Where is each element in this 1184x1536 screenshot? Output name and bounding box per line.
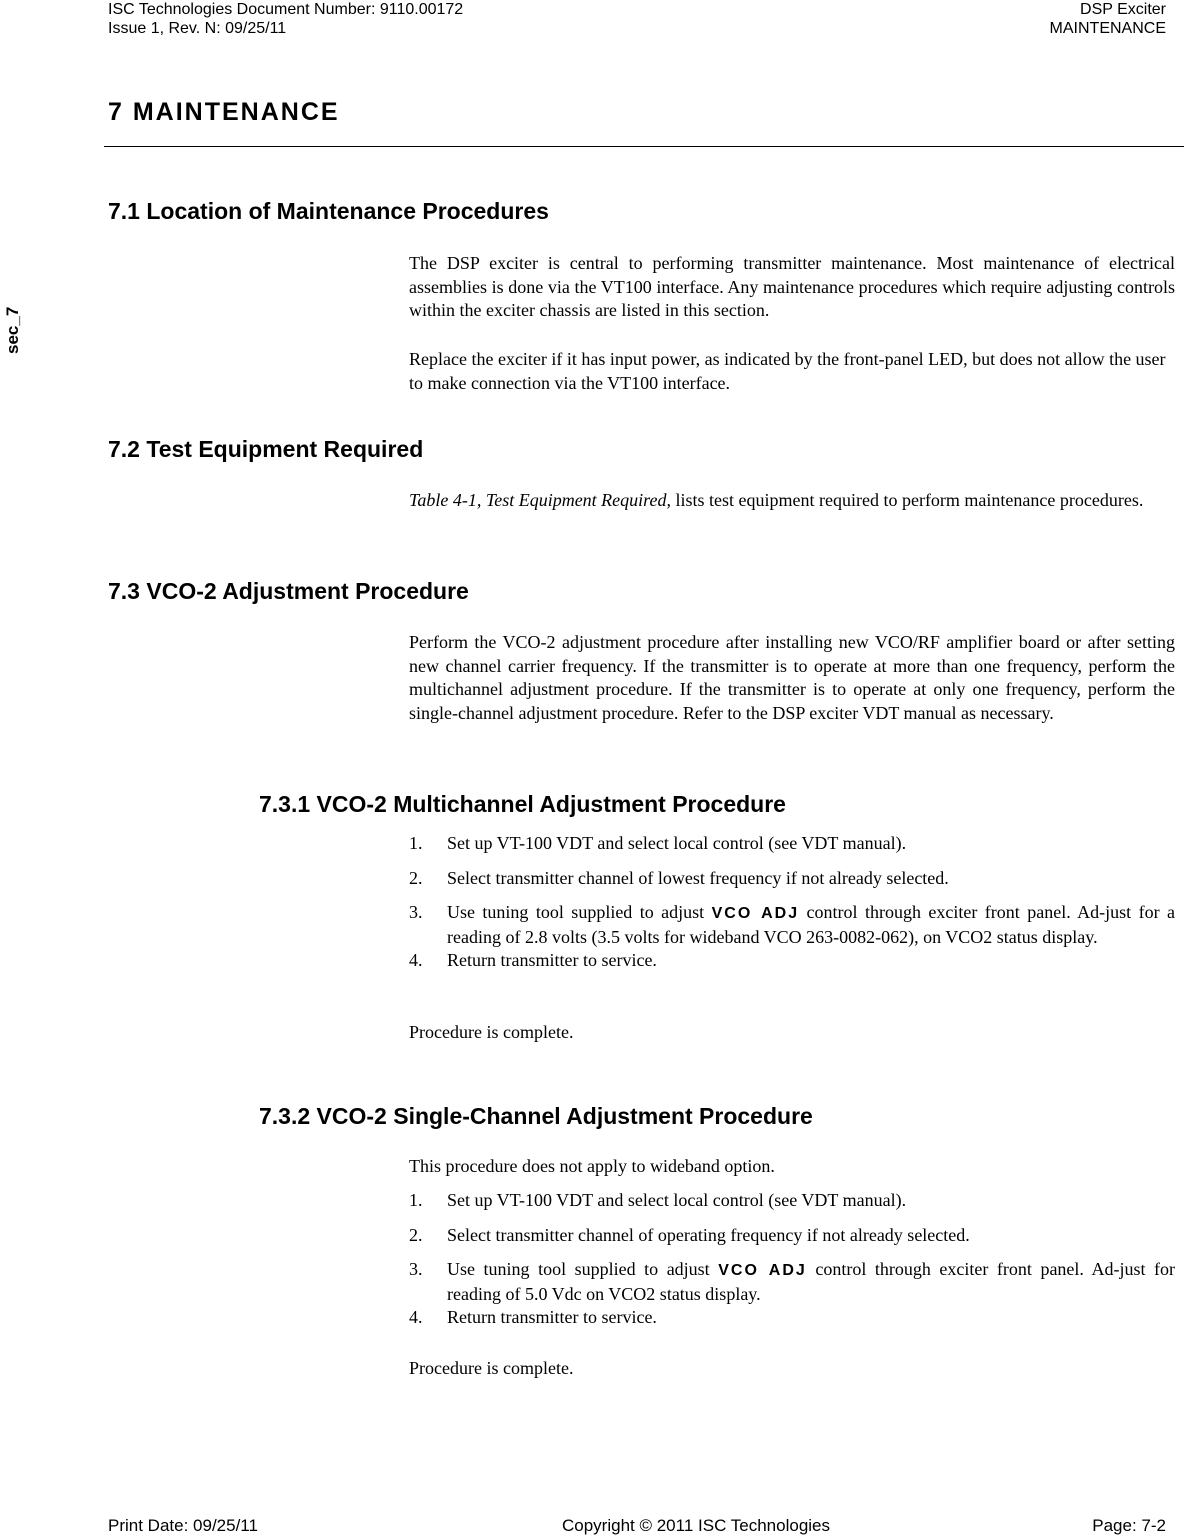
step-text: Set up VT-100 VDT and select local control (see VDT manual). [447, 1190, 907, 1210]
step-text-post: control through exciter front panel. Ad-just for a reading of 2.8 volts (3.5 volts for wideband VCO 263-0082-062), on VCO2 status display. [447, 902, 1175, 947]
step-text [447, 1259, 1175, 1304]
procedure-complete-7-3-1: Procedure is complete. [409, 1022, 574, 1042]
doc-number: ISC Technologies Document Number: 9110.00172 [108, 1, 464, 18]
chapter-title: 7 MAINTENANCE [108, 98, 340, 126]
heading-7-1: 7.1 Location of Maintenance Procedures [108, 198, 549, 224]
paragraph-7-1-b: Replace the exciter if it has input power, as indicated by the front-panel LED, but does not allow the user to make connection via the VT100 interface. [409, 349, 1166, 393]
list-item [409, 1258, 1175, 1306]
step-number: 3. [409, 1259, 423, 1279]
step-number: 2. [409, 1224, 423, 1245]
paragraph-7-2-text: lists test equipment required to perform maintenance procedures. [671, 490, 1144, 510]
step-number: 4. [409, 1307, 423, 1327]
step-number: 2. [409, 867, 423, 888]
steps-7-3-2 [409, 1189, 1175, 1330]
steps-7-3-1 [409, 832, 1175, 973]
title-rule [104, 146, 1184, 147]
header-left [108, 0, 463, 38]
procedure-complete-7-3-2: Procedure is complete. [409, 1358, 574, 1378]
intro-7-3-2: This procedure does not apply to wideband option. [409, 1156, 775, 1176]
step-number: 3. [409, 902, 423, 922]
list-item [409, 832, 1175, 856]
list-item [409, 1224, 1175, 1248]
step-text-post: control through exciter front panel. Ad-just for reading of 5.0 Vdc on VCO2 status display. [447, 1259, 1175, 1304]
step-number: 4. [409, 950, 423, 970]
step-text: Return transmitter to service. [447, 950, 657, 970]
paragraph-7-2 [409, 489, 1175, 513]
section-name: MAINTENANCE [1049, 20, 1166, 37]
list-item [409, 1306, 1175, 1330]
step-text [447, 902, 1175, 947]
heading-7-3-1: 7.3.1 VCO-2 Multichannel Adjustment Procedure [259, 791, 786, 817]
heading-7-3-2: 7.3.2 VCO-2 Single-Channel Adjustment Procedure [259, 1103, 813, 1129]
step-text: Return transmitter to service. [447, 1307, 657, 1327]
product-name: DSP Exciter [1080, 1, 1166, 18]
control-label-vco-adj: VCO ADJ [718, 1262, 807, 1279]
list-item [409, 949, 1175, 973]
issue-revision: Issue 1, Rev. N: 09/25/11 [108, 20, 287, 37]
step-text: Set up VT-100 VDT and select local control (see VDT manual). [447, 833, 907, 853]
heading-7-2: 7.2 Test Equipment Required [108, 436, 424, 462]
copyright: Copyright © 2011 ISC Technologies [562, 1516, 830, 1535]
step-number: 1. [409, 833, 423, 853]
heading-7-3: 7.3 VCO-2 Adjustment Procedure [108, 578, 469, 604]
section-side-tab: sec_7 [3, 306, 22, 354]
step-number: 1. [409, 1190, 423, 1210]
table-reference: Table 4-1, Test Equipment Required, [409, 490, 671, 510]
print-date: Print Date: 09/25/11 [108, 1516, 258, 1535]
list-item [409, 867, 1175, 891]
page-number: Page: 7-2 [1092, 1516, 1166, 1535]
step-text: Select transmitter channel of operating frequency if not already selected. [447, 1224, 970, 1245]
step-text-pre: Use tuning tool supplied to adjust [447, 1259, 719, 1279]
header-right [1050, 0, 1166, 38]
step-text-pre: Use tuning tool supplied to adjust [447, 902, 712, 922]
list-item [409, 901, 1175, 949]
list-item [409, 1189, 1175, 1213]
paragraph-7-1-a: The DSP exciter is central to performing transmitter maintenance. Most maintenance of electrical assemblies is done via the VT100 interface. Any maintenance procedures which require adjusting controls within the exciter chassis are listed in this section. [409, 253, 1175, 320]
paragraph-7-3: Perform the VCO-2 adjustment procedure after installing new VCO/RF amplifier board or after setting new channel carrier frequency. If the transmitter is to operate at more than one frequency, perform the multichannel adjustment procedure. If the transmitter is to operate at only one frequency, perform the single-channel adjustment procedure. Refer to the DSP exciter VDT manual as necessary. [409, 632, 1175, 723]
control-label-vco-adj: VCO ADJ [711, 905, 800, 922]
step-text: Select transmitter channel of lowest frequency if not already selected. [447, 867, 949, 888]
